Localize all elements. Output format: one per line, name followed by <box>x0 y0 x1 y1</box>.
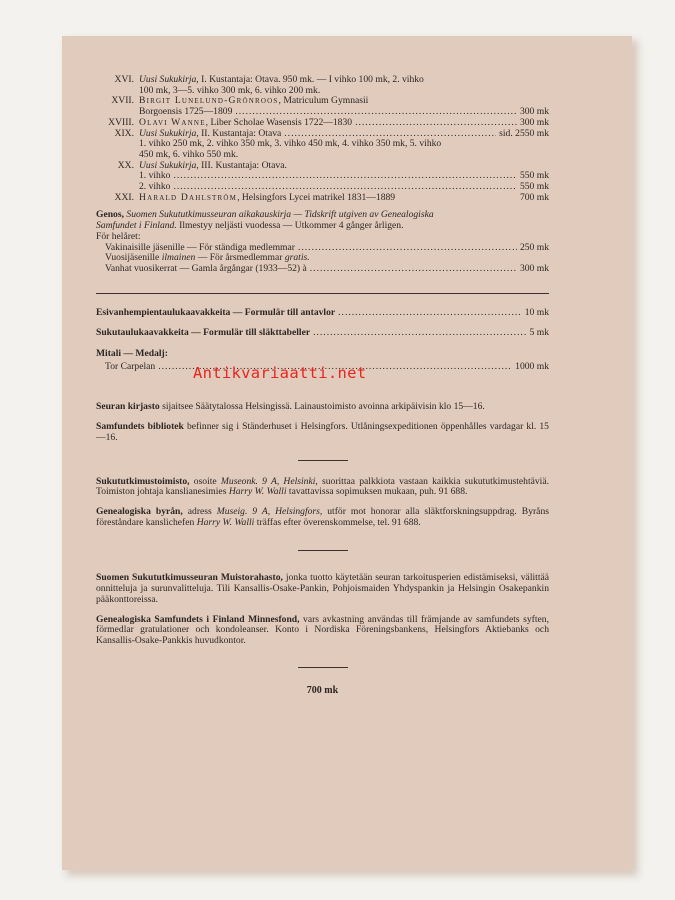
divider <box>96 293 549 294</box>
library-fi: Seuran kirjasto sijaitsee Säätytalossa Helsingissä. Lainaustoimisto avoinna arkipäivisin klo 15—16. <box>96 401 485 413</box>
fund-fi: Suomen Sukututkimusseuran Muistorahasto, jonka tuotto käytetään seuran tarkoitusperien edistämiseksi, välittää onnitteluja ja surunvalitteluja. Tili Kansallis-Osake-Pankin, Pohjoismaiden Yhdyspankin ja Helsingin Osakepankin pääkonttoreissa. <box>96 572 549 605</box>
cover-price: 700 mk <box>306 684 339 696</box>
publication-list <box>96 75 549 203</box>
genos-row: Vanhat vuosikerrat — Gamla årgångar (1933—52) à ..... 300 mk <box>96 264 549 275</box>
fund-sv: Genealogiska Samfundets i Finland Minnesfond, vars avkastning användas till främjande av samfundets syften, förmedlar gratulationer och kondoleanser. Konto i Nordiska Föreningsbankens, Helsingfors Aktiebanks och Kansallis-Osake-Pankkis huvudkontor. <box>96 613 549 646</box>
publication-line: Borgoensis 1725—1809 ..... 300 mk <box>96 107 549 118</box>
library-sv: Samfundets bibliotek befinner sig i Ständerhuset i Helsingfors. Utlåningsexpeditionen öppenhålles vardagar kl. 15—16. <box>96 421 549 443</box>
genos-row: Vuosijäsenille ilmainen — För årsmedlemmar gratis. <box>105 252 310 264</box>
publication-line: 450 mk, 6. vihko 550 mk. <box>139 148 239 160</box>
genos-subtitle: Suomen Sukututkimusseuran aikakauskirja — Tidskrift utgiven av Genealogiska <box>126 209 434 221</box>
publication-line: XX. Uusi Sukukirja, III. Kustantaja: Otava. <box>117 159 287 171</box>
cover-text <box>96 75 549 696</box>
genos-title: Genos, <box>96 209 124 221</box>
office-fi: Sukututkimustoimisto, osoite Museonk. 9 A, Helsinki, suorittaa palkkiota vastaan kaikkia sukututkimustehtäviä. Toimiston johtaja kanslianesimies Harry W. Walli tavattavissa sopimuksen mukaan, puh. 91 688. <box>96 475 550 498</box>
publication-line: XVI. Uusi Sukukirja, I. Kustantaja: Otava. 950 mk. — I vihko 100 mk, 2. vihko <box>114 74 424 85</box>
publication-line: 100 mk, 3—5. vihko 300 mk, 6. vihko 200 mk. <box>139 84 321 96</box>
form-antavlor: Esivanhempientaulukaavakkeita — Formulär till antavlor ..... 10 mk <box>96 308 549 319</box>
publication-line: XVII. Birgit Lunelund-Grönroos, Matriculum Gymnasii <box>111 95 369 107</box>
publication-line: XXI. Harald Dahlström, Helsingfors Lycei matrikel 1831—1889 700 mk <box>114 191 549 203</box>
publication-line: 1. vihko 250 mk, 2. vihko 350 mk, 3. vihko 450 mk, 4. vihko 350 mk, 5. vihko <box>139 138 442 150</box>
divider <box>298 550 348 551</box>
medal-title: Mitali — Medalj: <box>96 348 168 360</box>
genos-row: Vakinaisille jäsenille — För ständiga medlemmar ..... 250 mk <box>96 243 549 254</box>
publication-line: XIX. Uusi Sukukirja, II. Kustantaja: Otava ..... sid. 2550 mk <box>96 129 549 140</box>
divider <box>298 667 348 668</box>
publication-line: 1. vihko ..... 550 mk <box>96 171 549 182</box>
form-slakttabeller: Sukutaulukaavakkeita — Formulär till släkttabeller ..... 5 mk <box>96 328 549 339</box>
genos-for-members: För helåret: <box>96 230 141 242</box>
genos-frequency: Ilmestyy neljästi vuodessa — Utkommer 4 gånger årligen. <box>176 220 404 232</box>
divider <box>298 460 348 461</box>
watermark: Antikvariaatti.net <box>193 364 367 382</box>
medal-item: Tor Carpelan ..... 1000 mk <box>96 362 549 373</box>
genos-subtitle-2: Samfundet i Finland. <box>96 220 177 232</box>
genos-section <box>96 210 549 274</box>
publication-line: 2. vihko ..... 550 mk <box>96 182 549 193</box>
publication-line: XVIII. Olavi Wanne, Liber Scholae Wasensis 1722—1830 ..... 300 mk <box>96 118 549 129</box>
office-sv: Genealogiska byrån, adress Museig. 9 A, Helsingfors, utför mot honorar alla släktforskningsuppdrag. Byråns föreståndare kanslichefen Harry W. Walli träffas efter överenskommelse, tel. 91 688. <box>96 505 549 528</box>
